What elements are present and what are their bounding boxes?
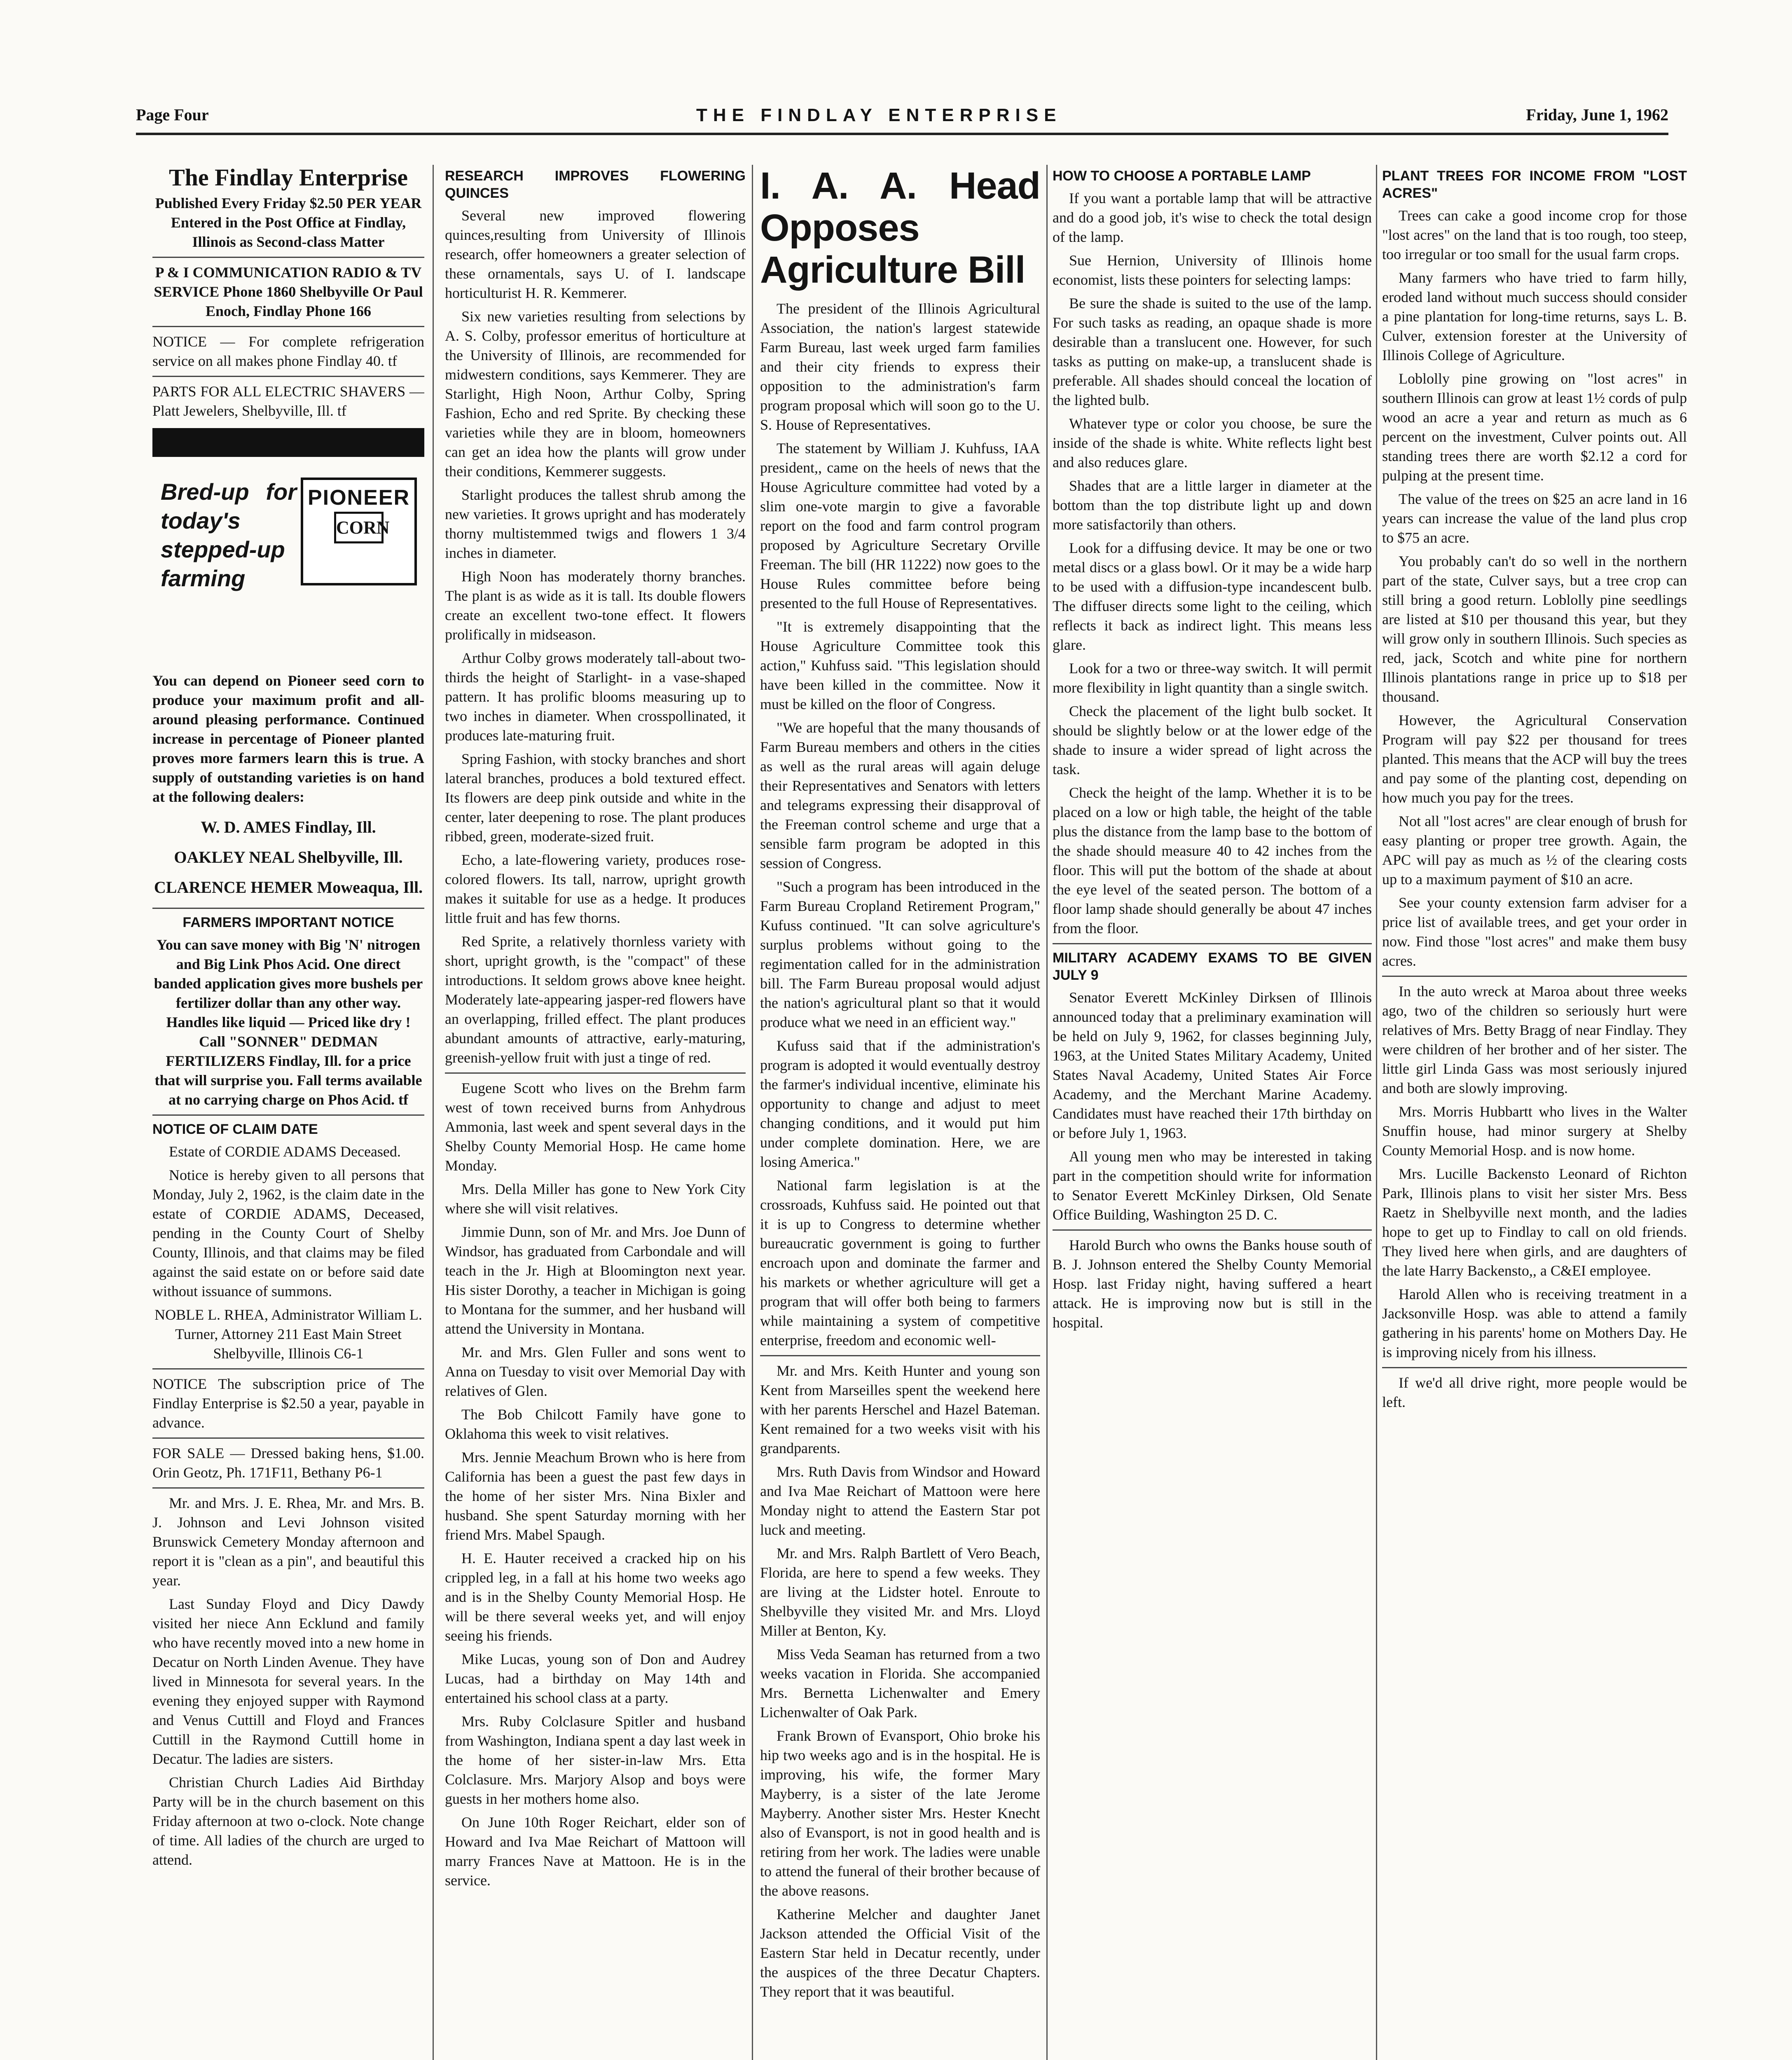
lamp-para: If you want a portable lamp that will be attractive and do a good job, it's wise to check the total design of the lamp. — [1053, 190, 1372, 245]
social-item: Mrs. Ruby Colclasure Spitler and husband from Washington, Indiana spent a day last week in the home of her sister-in-law Mrs. Etta Colclasure. Mrs. Marjory Alsop and boys were guests in her mothers home also. — [445, 1713, 746, 1807]
newspaper-title: THE FINDLAY ENTERPRISE — [696, 105, 1062, 125]
iaa-para: Kufuss said that if the administration's program is adopted it would eventually destroy the farmer's individual incentive, eliminate his opportunity to change and adjust to meet changing conditions, and it would put him under complete domination. Here, we are losing America." — [760, 1037, 1040, 1170]
masthead — [136, 105, 1668, 130]
quinces-para: Echo, a late-flowering variety, produces rose-colored flowers. Its tall, narrow, upright growth makes it suitable for use as a hedge. It produces little fruit and has few thorns. — [445, 852, 746, 926]
page-number: Page Four — [136, 105, 209, 124]
dealer-hemer: CLARENCE HEMER Moweaqua, Ill. — [154, 878, 423, 897]
social-item: On June 10th Roger Reichart, elder son of Howard and Iva Mae Reichart of Mattoon will marry Frances Nave at Mattoon. He is in the service. — [445, 1814, 746, 1889]
trees-para: Trees can cake a good income crop for those "lost acres" on the land that is too rough, too steep, too irregular or too small for the usual farm crops. — [1382, 207, 1687, 262]
quinces-para: Six new varieties resulting from selections by A. S. Colby, professor emeritus of horticulture at the University of Illinois, are recommended for midwestern conditions, says Kemmerer. They are Starlight, High Noon, Arthur Colby, Spring Fashion, Echo and red Sprite. By checking these varieties while they are in bloom, homeowners can get an idea how the plants will grow under their conditions, Kemmerer suggests. — [445, 308, 746, 480]
trees-para: See your county extension farm adviser for a price list of available trees, and get your order in now. Find those "lost acres" and make them busy acres. — [1382, 894, 1687, 969]
claim-notice-heading: NOTICE OF CLAIM DATE — [152, 1121, 318, 1137]
lamp-heading: HOW TO CHOOSE A PORTABLE LAMP — [1053, 168, 1311, 184]
column-5 — [1382, 165, 1687, 2060]
military-heading: MILITARY ACADEMY EXAMS TO BE GIVEN JULY 9 — [1053, 950, 1372, 983]
dealer-ames: W. D. AMES Findlay, Ill. — [201, 818, 376, 836]
for-sale-ad: FOR SALE — Dressed baking hens, $1.00. Orin Geotz, Ph. 171F11, Bethany P6-1 — [152, 1445, 424, 1481]
social-item: Mr. and Mrs. Glen Fuller and sons went to Anna on Tuesday to visit over Memorial Day with relatives of Glen. — [445, 1344, 746, 1399]
lamp-para: Sue Hernion, University of Illinois home economist, lists these pointers for selecting lamps: — [1053, 252, 1372, 288]
iaa-para: "It is extremely disappointing that the House Agriculture Committee took this action," Kuhfuss said. "This legislation should have been killed in the committee. Now it must be killed on the floor of Congress. — [760, 618, 1040, 712]
social-item: H. E. Hauter received a cracked hip on his crippled leg, in a fall at his home two weeks ago and is in the Shelby County Memorial Hosp. He will be there several weeks yet, and will enjoy seeing his friends. — [445, 1550, 746, 1644]
masthead-rule — [136, 133, 1668, 135]
enterprise-info: Published Every Friday $2.50 PER YEAR Entered in the Post Office at Findlay, Illinois as Second-class Matter — [155, 195, 422, 250]
column-divider — [1376, 165, 1377, 2060]
quinces-para: Starlight produces the tallest shrub among the new varieties. It grows upright and has moderately thorny multistemmed twigs and flowers 1 3/4 inches in diameter. — [445, 487, 746, 561]
military-para: All young men who may be interested in taking part in the competition should write for information to Senator Everett McKinley Dirksen, Old Senate Office Building, Washington 25 D. C. — [1053, 1148, 1372, 1223]
social-item: In the auto wreck at Maroa about three weeks ago, two of the children so seriously hurt were relatives of Mrs. Betty Bragg of near Findlay. They were children of her brother and of her sister. The little girl Linda Gass was most seriously injured and both are slowly improving. — [1382, 983, 1687, 1096]
claim-body: Notice is hereby given to all persons that Monday, July 2, 1962, is the claim date in the estate of CORDIE ADAMS, Deceased, pending in the County Court of Shelby County, Illinois, and that claims may be filed against the said estate on or before said date without issuance of summons. — [152, 1167, 424, 1299]
military-para: Senator Everett McKinley Dirksen of Illinois announced today that a preliminary examination will be held on July 9, 1962, for classes beginning July, 1963, at the United States Military Academy, United States Naval Academy, United States Air Force Academy, and the Merchant Marine Academy. Candidates must have reached their 17th birthday on or before July 1, 1963. — [1053, 989, 1372, 1141]
column-divider — [1046, 165, 1048, 2060]
social-item: Mr. and Mrs. J. E. Rhea, Mr. and Mrs. B. J. Johnson and Levi Johnson visited Brunswick Cemetery Monday afternoon and report it is "clean as a pin", and beautiful this year. — [152, 1495, 424, 1589]
trees-para: Many farmers who have tried to farm hilly, eroded land without much success should consider a pine plantation for long-time returns, says L. B. Culver, extension forester at the University of Illinois College of Agriculture. — [1382, 269, 1687, 363]
pioneer-body: You can depend on Pioneer seed corn to produce your maximum profit and all-around pleasing performance. Continued increase in percentage of Pioneer planted proves more farmers learn this is true. A supply of outstanding varieties is on hand at the following dealers: — [152, 672, 424, 805]
quinces-para: Arthur Colby grows moderately tall-about two-thirds the height of Starlight- in a vase-shaped pattern. It has prolific blooms measuring up to two inches in diameter. When crosspollinated, it produces late-maturing fruit. — [445, 650, 746, 744]
social-item: Mrs. Ruth Davis from Windsor and Howard and Iva Mae Reichart of Mattoon were here Monday night to attend the Eastern Star pot luck and meeting. — [760, 1463, 1040, 1538]
pi-radio-ad: P & I COMMUNICATION RADIO & TV SERVICE Phone 1860 Shelbyville Or Paul Enoch, Findlay Phone 166 — [154, 264, 423, 319]
pioneer-ad — [152, 465, 424, 663]
lamp-para: Check the placement of the light bulb socket. It should be slightly below or at the lower edge of the shade to insure a wider spread of light across the task. — [1053, 703, 1372, 777]
trees-para: However, the Agricultural Conservation Program will pay $22 per thousand for trees planted. This means that the ACP will buy the trees and pay some of the planting cost, depending on how much you pay for the trees. — [1382, 712, 1687, 806]
enterprise-name: The Findlay Enterprise — [168, 165, 408, 191]
trees-para: Loblolly pine growing on "lost acres" in southern Illinois can grow at least 1½ cords of pulp wood an acre a year and return as much as 6 percent on the investment, Culver points out. All standing trees there are worth $2.12 a cord for pulping at the present time. — [1382, 370, 1687, 484]
shaver-parts-ad: PARTS FOR ALL ELECTRIC SHAVERS — Platt Jewelers, Shelbyville, Ill. tf — [152, 383, 424, 419]
filler-quip: If we'd all drive right, more people would be left. — [1382, 1374, 1687, 1410]
farmers-notice-body: You can save money with Big 'N' nitrogen and Big Link Phos Acid. One direct banded application gives more bushels per fertilizer dollar than any other way. Handles like liquid — Priced like dry ! Call "SONNER" DEDMAN FERTILIZERS Findlay, Ill. for a price that will surprise you. Fall terms available at no carrying charge on Phos Acid. tf — [154, 936, 423, 1108]
social-item: Katherine Melcher and daughter Janet Jackson attended the Official Visit of the Eastern Star held in Decatur recently, under the auspices of the three Decatur Chapters. They report that it was beautiful. — [760, 1906, 1040, 2000]
social-item: Mrs. Lucille Backensto Leonard of Richton Park, Illinois plans to visit her sister Mrs. Bess Raetz in Shelbyville next month, and the ladies hope to get up to Findlay to call on old friends. They lived here when girls, and are daughters of the late Harry Backensto,, a C&EI employee. — [1382, 1166, 1687, 1279]
social-item: The Bob Chilcott Family have gone to Oklahoma this week to visit relatives. — [445, 1406, 746, 1442]
lamp-para: Shades that are a little larger in diameter at the bottom than the top distribute light up and down more satisfactorily than others. — [1053, 478, 1372, 533]
social-item: Last Sunday Floyd and Dicy Dawdy visited her niece Ann Ecklund and family who have recently moved into a new home in Decatur on North Linden Avenue. They have lived in Minnesota for several years. In the evening they enjoyed supper with Raymond and Venus Cuttill and Floyd and Frances Cuttill in the Raymond Cuttill home in Decatur. The ladies are sisters. — [152, 1596, 424, 1767]
column-3 — [760, 165, 1040, 2060]
lamp-para: Look for a two or three-way switch. It will permit more flexibility in light quantity than a single switch. — [1053, 660, 1372, 696]
social-item: Jimmie Dunn, son of Mr. and Mrs. Joe Dunn of Windsor, has graduated from Carbondale and will teach in the Jr. High at Bloomington next year. His sister Dorothy, a teacher in Michigan is going to Montana for the summer, and her husband will attend the University in Montana. — [445, 1224, 746, 1337]
subscription-notice: NOTICE The subscription price of The Findlay Enterprise is $2.50 a year, payable in advance. — [152, 1376, 424, 1431]
social-item: Christian Church Ladies Aid Birthday Party will be in the church basement on this Friday afternoon at two o-clock. Note change of time. All ladies of the church are urged to attend. — [152, 1774, 424, 1868]
column-2 — [445, 165, 746, 2060]
trees-para: The value of the trees on $25 an acre land in 16 years can increase the value of the land plus crop to $75 an acre. — [1382, 491, 1687, 546]
claim-estate: Estate of CORDIE ADAMS Deceased. — [169, 1143, 401, 1160]
pioneer-logo-text: PIONEER — [307, 486, 410, 510]
column-divider — [433, 165, 434, 2060]
black-bar — [152, 428, 424, 457]
trees-para: Not all "lost acres" are clear enough of brush for easy planting or proper tree growth. Again, the APC will pay as much as ½ of the clearing costs up to a maximum payment of $10 an acre. — [1382, 813, 1687, 887]
iaa-headline: I. A. A. Head Opposes Agriculture Bill — [760, 165, 1040, 291]
trees-para: You probably can't do so well in the northern part of the state, Culver says, but a tree crop can still bring a good return. Loblolly pine seedlings are listed at $10 per thousand this year, but they will grow only in southern Illinois. Such species as red, jack, Scotch and white pine for northern Illinois plantations range in price up to $18 per thousand. — [1382, 553, 1687, 705]
farmers-notice-heading: FARMERS IMPORTANT NOTICE — [182, 915, 394, 930]
dealer-neal: OAKLEY NEAL Shelbyville, Ill. — [174, 848, 403, 866]
social-item: Mrs. Jennie Meachum Brown who is here from California has been a guest the past few days in the home of her sister Mrs. Nina Bixler and husband. She spent Saturday morning with her friend Mrs. Mabel Spaugh. — [445, 1449, 746, 1543]
pioneer-corn-text: CORN — [334, 512, 384, 543]
social-item: Frank Brown of Evansport, Ohio broke his hip two weeks ago and is in the hospital. He is improving, his wife, the former Mary Mayberry, is a sister of the late Jerome Mayberry. Another sister Mrs. Hester Knecht also of Evansport, is not in good health and is retiring from her work. The ladies were unable to attend the funeral of their brother because of the above reasons. — [760, 1728, 1040, 1899]
iaa-para: "Such a program has been introduced in the Farm Bureau Cropland Retirement Program," Kufuss continued. "It can solve agriculture's surplus problems without going to the regimentation called for in the administration bill. The Farm Bureau proposal would adjust the nation's agricultural plant so that it would produce what we need in an efficient way." — [760, 878, 1040, 1030]
refrigeration-notice: NOTICE — For complete refrigeration service on all makes phone Findlay 40. tf — [152, 333, 424, 369]
trees-heading: PLANT TREES FOR INCOME FROM "LOST ACRES" — [1382, 168, 1687, 201]
social-item: Mr. and Mrs. Keith Hunter and young son Kent from Marseilles spent the weekend here with her parents Herschel and Hazel Bateman. Kent remained for a two weeks visit with his grandparents. — [760, 1362, 1040, 1456]
quinces-para: Spring Fashion, with stocky branches and short lateral branches, produces a bold textured effect. Its flowers are deep pink outside and white in the center, later deepening to rose. The plant produces ribbed, green, moderate-sized fruit. — [445, 751, 746, 845]
iaa-para: The president of the Illinois Agricultural Association, the nation's largest statewide Farm Bureau, last week urged farm families and their city friends to express their opposition to the administration's farm program proposal which will soon go to the U. S. House of Representatives. — [760, 300, 1040, 433]
pioneer-slogan: Bred-up for today's stepped-up farming — [161, 479, 297, 591]
lamp-para: Check the height of the lamp. Whether it is to be placed on a low or high table, the height of the table plus the distance from the lamp base to the bottom of the shade should measure 40 to 42 inches from the floor. This will put the bottom of the shade at about the eye level of the seated person. The bottom of a floor lamp shade should generally be about 47 inches from the floor. — [1053, 784, 1372, 936]
social-item: Harold Allen who is receiving treatment in a Jacksonville Hosp. was able to attend a family gathering in his parents' home on Mothers Day. He is improving nicely from his illness. — [1382, 1286, 1687, 1360]
iaa-para: The statement by William J. Kuhfuss, IAA president,, came on the heels of news that the House Agriculture committee had voted by a slim one-vote margin to give a favorable report on the food and farm control program proposed by Agriculture Secretary Orville Freeman. The bill (HR 11222) now goes to the House Rules committee before being presented to the full House of Representatives. — [760, 440, 1040, 611]
social-item: Harold Burch who owns the Banks house south of B. J. Johnson entered the Shelby County Memorial Hosp. last Friday night, having suffered a heart attack. He is improving now but is still in the hospital. — [1053, 1237, 1372, 1331]
lamp-para: Be sure the shade is suited to the use of the lamp. For such tasks as reading, an opaque shade is more desirable than a translucent one. However, for such tasks as putting on make-up, a translucent shade is preferable. All shades should conceal the location of the lighted bulb. — [1053, 295, 1372, 408]
social-item: Mrs. Della Miller has gone to New York City where she will visit relatives. — [445, 1181, 746, 1217]
column-4 — [1053, 165, 1372, 2060]
column-1 — [152, 165, 424, 2060]
iaa-para: National farm legislation is at the crossroads, Kuhfuss said. He pointed out that it is up to Congress to determine whether bureaucratic government is going to further encroach upon and dominate the farmer and his markets or whether agriculture will get a program that will offer both being to farmers while maintaining a system of competitive enterprise, freedom and economic well- — [760, 1177, 1040, 1348]
lamp-para: Look for a diffusing device. It may be one or two metal discs or a glass bowl. Or it may be a wide harp to be used with a diffusion-type incandescent bulb. The diffuser directs some light to the ceiling, which reflects it back as indirect light. This means less glare. — [1053, 540, 1372, 653]
social-item: Mr. and Mrs. Ralph Bartlett of Vero Beach, Florida, are here to spend a few weeks. They are living at the Lidster hotel. Enroute to Shelbyville they visited Mr. and Mrs. Lloyd Miller at Benton, Ky. — [760, 1545, 1040, 1639]
social-item: Mike Lucas, young son of Don and Audrey Lucas, had a birthday on May 14th and entertained his school class at a party. — [445, 1651, 746, 1706]
iaa-para: "We are hopeful that the many thousands of Farm Bureau members and others in the cities as well as the rural areas will again deluge their Representatives and Senators with letters and telegrams expressing their disapproval of the Freeman control scheme and urge that a sensible farm program be adopted in this session of Congress. — [760, 719, 1040, 871]
quinces-para: High Noon has moderately thorny branches. The plant is as wide as it is tall. Its double flowers create an excellent two-tone effect. It flowers prolifically in midseason. — [445, 568, 746, 643]
social-item: Mrs. Morris Hubbartt who lives in the Walter Snuffin house, had minor surgery at Shelby County Memorial Hosp. and is now home. — [1382, 1103, 1687, 1159]
lamp-para: Whatever type or color you choose, be sure the inside of the shade is white. White reflects light best and also reduces glare. — [1053, 415, 1372, 471]
column-divider — [752, 165, 753, 2060]
claim-signature: NOBLE L. RHEA, Administrator William L. Turner, Attorney 211 East Main Street Shelbyville, Illinois C6-1 — [154, 1306, 422, 1362]
social-item: Miss Veda Seaman has returned from a two weeks vacation in Florida. She accompanied Mrs. Bernetta Lichenwalter and Emery Lichenwalter of Oak Park. — [760, 1646, 1040, 1721]
social-item: Eugene Scott who lives on the Brehm farm west of town received burns from Anhydrous Ammonia, last week and spent several days in the Shelby County Memorial Hosp. He came home Monday. — [445, 1080, 746, 1174]
pioneer-logo — [301, 478, 417, 585]
quinces-para: Several new improved flowering quinces,resulting from University of Illinois research, offer homeowners a greater selection of these ornamentals, says U. of I. landscape horticulturist H. R. Kemmerer. — [445, 207, 746, 301]
quinces-para: Red Sprite, a relatively thornless variety with short, upright growth, is the "compact" of these introductions. It seldom grows above knee height. Moderately late-appearing jasper-red flowers have an overlapping, frilled effect. The plant produces abundant amounts of attractive, early-maturing, greenish-yellow fruit with just a tinge of red. — [445, 933, 746, 1066]
issue-date: Friday, June 1, 1962 — [1526, 105, 1668, 124]
quinces-heading: RESEARCH IMPROVES FLOWERING QUINCES — [445, 168, 746, 201]
